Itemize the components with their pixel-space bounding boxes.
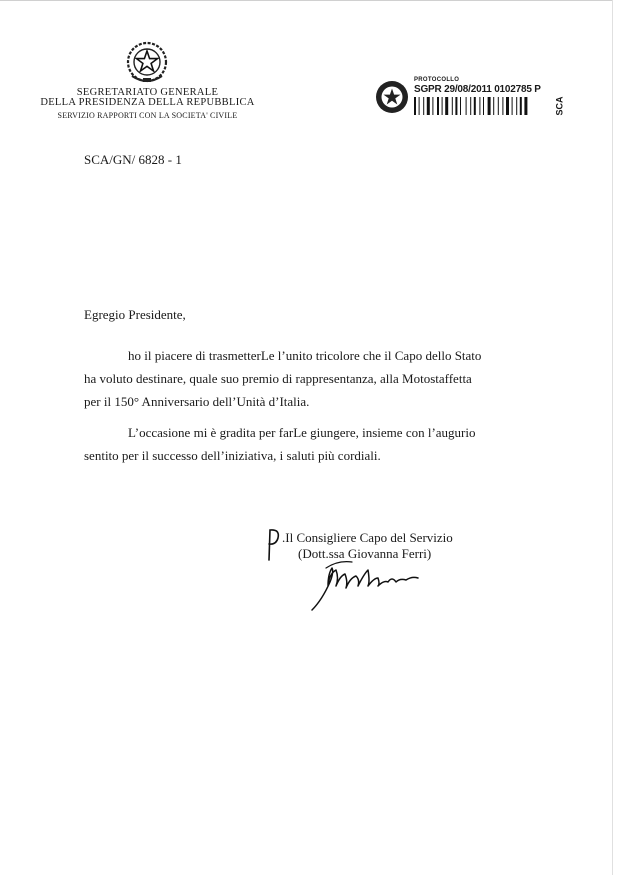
reference-number: SCA/GN/ 6828 - 1 <box>84 152 182 167</box>
per-mark-icon <box>264 526 284 562</box>
org-name-line-1: SEGRETARIATO GENERALE <box>76 87 219 98</box>
protocol-side-text <box>554 97 568 117</box>
paragraph-2-line: L’occasione mi è gradita per farLe giungere, insieme con l’augurio <box>128 425 476 440</box>
barcode-icon <box>414 97 552 115</box>
protocol-stamp <box>374 76 574 120</box>
barcode-bar <box>479 97 480 115</box>
handwritten-signature <box>308 552 426 616</box>
paragraph-1-line: ho il piacere di trasmetterLe l’unito tricolore che il Capo dello Stato <box>128 348 482 363</box>
paragraph-1-line: ha voluto destinare, quale suo premio di rappresentanza, alla Motostaffetta <box>84 371 472 386</box>
barcode-bar <box>452 97 453 115</box>
org-name-line-2: DELLA PRESIDENZA DELLA REPUBBLICA <box>40 97 255 108</box>
barcode-bar <box>432 97 433 115</box>
barcode-bar <box>423 97 424 115</box>
body-paragraph-2 <box>84 421 524 467</box>
republic-emblem-icon <box>124 40 170 86</box>
barcode-bar <box>493 97 494 115</box>
protocol-side-label: SCA <box>554 96 565 116</box>
barcode-bar <box>506 97 509 115</box>
barcode-bar <box>474 97 476 115</box>
barcode-bar <box>524 97 527 115</box>
salutation: Egregio Presidente, <box>84 307 186 322</box>
barcode-bar <box>502 97 503 115</box>
signatory-title: .Il Consigliere Capo del Servizio <box>282 530 453 545</box>
protocol-label: PROTOCOLLO <box>414 77 460 83</box>
paragraph-2-line: sentito per il successo dell’iniziativa, i saluti più cordiali. <box>84 448 381 463</box>
org-service-line: SERVIZIO RAPPORTI CON LA SOCIETA' CIVILE <box>57 111 238 120</box>
barcode-bar <box>470 97 471 115</box>
barcode-bar <box>460 97 461 115</box>
signatory-name: (Dott.ssa Giovanna Ferri) <box>298 546 432 561</box>
barcode-bar <box>414 97 416 115</box>
paragraph-1-line: per il 150° Anniversario dell’Unità d’Italia. <box>84 394 310 409</box>
barcode-bar <box>445 97 448 115</box>
stamp-emblem-icon <box>374 79 410 115</box>
barcode-bar <box>483 97 484 115</box>
barcode-bar <box>512 97 513 115</box>
barcode-bar <box>516 97 517 115</box>
protocol-code: SGPR 29/08/2011 0102785 P <box>414 84 541 95</box>
barcode-bar <box>520 97 522 115</box>
barcode-bar <box>455 97 457 115</box>
barcode-bar <box>419 97 420 115</box>
barcode-bar <box>442 97 443 115</box>
barcode-bar <box>466 97 467 115</box>
barcode-bar <box>427 97 430 115</box>
body-paragraph-1 <box>84 344 524 413</box>
barcode-bar <box>488 97 491 115</box>
scan-edge-top <box>0 0 612 1</box>
scan-edge-right <box>612 0 613 875</box>
barcode-bar <box>498 97 499 115</box>
barcode-bar <box>437 97 439 115</box>
